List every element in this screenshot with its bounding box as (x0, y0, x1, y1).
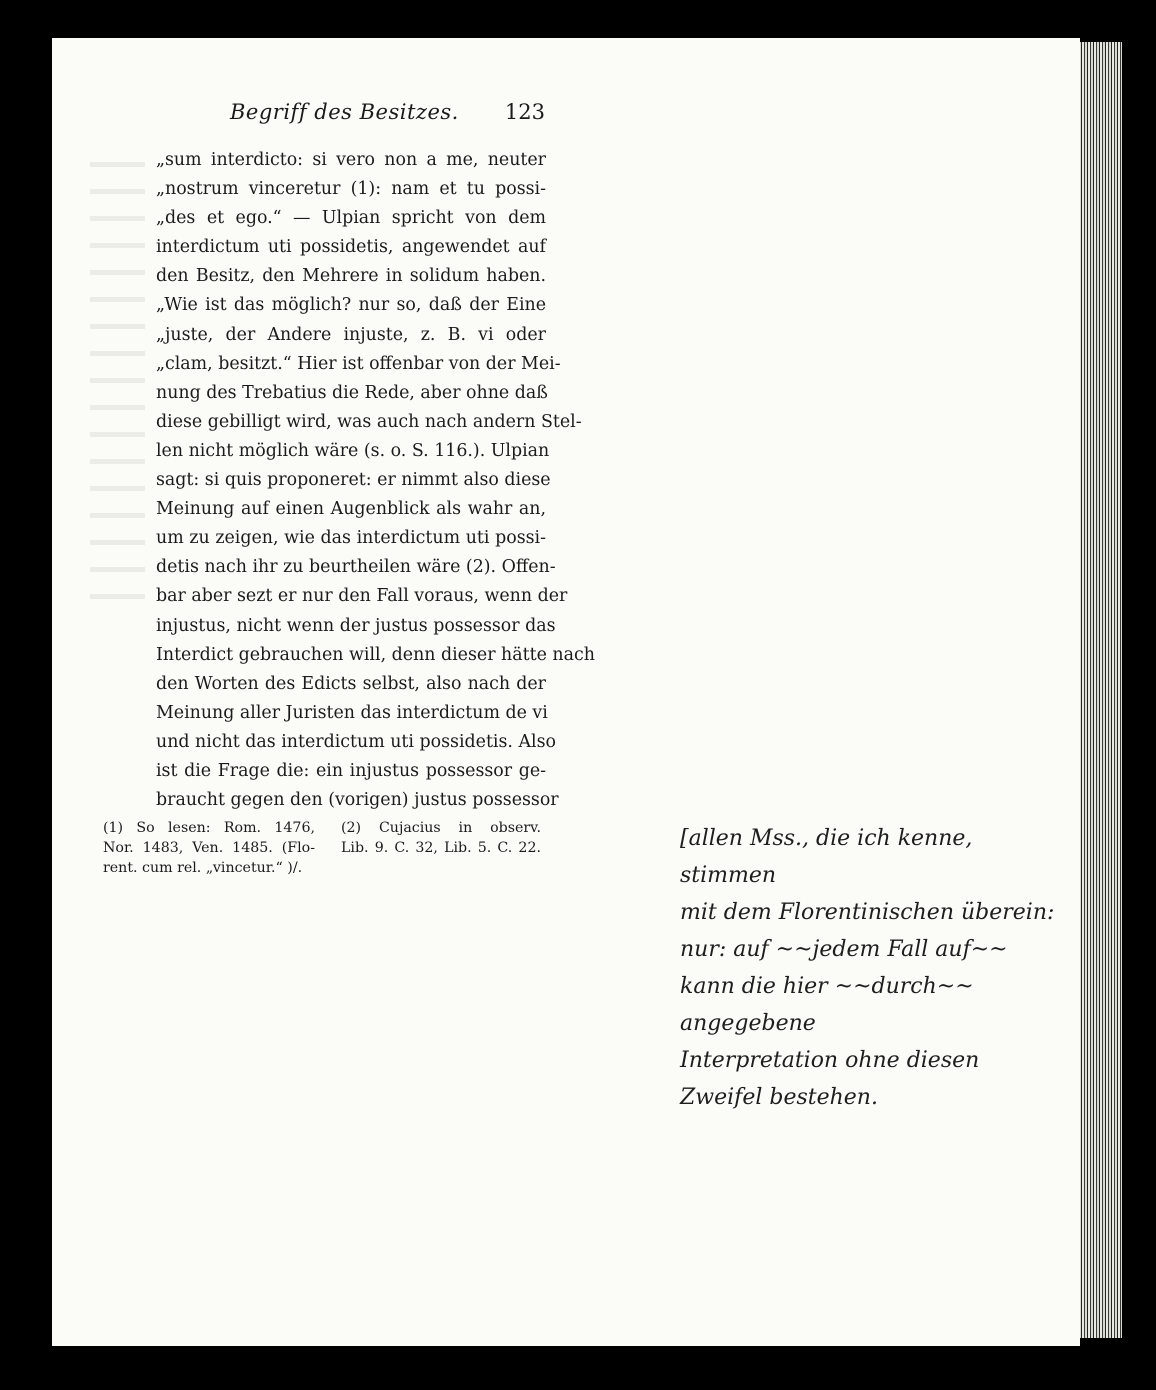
annotation-text (680, 820, 1070, 1116)
footnote-line: Lib. 9. C. 32, Lib. 5. C. 22. (341, 840, 541, 856)
running-head: Begriff des Besitzes. (230, 100, 459, 124)
annotation-line: kann die hier ~~durch~~ angegebene (680, 974, 974, 1036)
footnote-line: rent. cum rel. „vincetur.“ )/. (103, 860, 303, 876)
body-line: Interdict gebrauchen will, denn dieser hätte nach (156, 644, 595, 665)
body-line: Meinung auf einen Augenblick als wahr an, (156, 499, 546, 520)
body-line: bar aber sezt er nur den Fall voraus, wenn der (156, 586, 568, 607)
body-line: injustus, nicht wenn der justus possessor das (156, 615, 556, 636)
body-line: „des et ego.“ — Ulpian spricht von dem (156, 208, 546, 229)
body-line: „juste, der Andere injuste, z. B. vi oder (156, 324, 546, 345)
body-line: interdictum uti possidetis, angewendet auf (156, 237, 546, 258)
annotation-line: Zweifel bestehen. (680, 1085, 878, 1110)
body-line: detis nach ihr zu beurtheilen wäre (2). Offen- (156, 557, 556, 578)
footnote-line: (2) Cujacius in observ. (341, 820, 541, 836)
footnote-1 (103, 818, 315, 878)
body-text (156, 146, 595, 815)
body-line: braucht gegen den (vorigen) justus possessor (156, 790, 559, 811)
handwritten-annotation (680, 820, 1070, 1110)
page-number: 123 (504, 100, 545, 124)
body-line: „sum interdicto: si vero non a me, neuter (156, 150, 546, 170)
show-through-text (90, 140, 145, 600)
body-line: um zu zeigen, wie das interdictum uti possi- (156, 528, 546, 549)
body-line: len nicht möglich wäre (s. o. S. 116.). Ulpian (156, 440, 550, 461)
body-line: nung des Trebatius die Rede, aber ohne daß (156, 382, 548, 403)
body-line: „Wie ist das möglich? nur so, daß der Eine (156, 295, 546, 316)
annotation-line: Interpretation ohne diesen (680, 1048, 980, 1073)
footnote-line: Nor. 1483, Ven. 1485. (Flo- (103, 840, 315, 856)
body-line: den Besitz, den Mehrere in solidum haben. (156, 266, 546, 287)
body-line: Meinung aller Juristen das interdictum de vi (156, 702, 548, 723)
body-line: sagt: si quis proponeret: er nimmt also diese (156, 470, 551, 491)
body-line: „nostrum vinceretur (1): nam et tu possi- (156, 179, 546, 200)
body-line: den Worten des Edicts selbst, also nach der (156, 673, 546, 694)
annotation-line: nur: auf ~~jedem Fall auf~~ (680, 937, 1008, 962)
body-line: „clam, besitzt.“ Hier ist offenbar von der Mei- (156, 353, 561, 374)
body-line: und nicht das interdictum uti possidetis. Also (156, 731, 556, 752)
page-header (230, 100, 545, 132)
footnote-2 (341, 818, 541, 858)
footnote-line: (1) So lesen: Rom. 1476, (103, 820, 315, 836)
body-line: diese gebilligt wird, was auch nach andern Stel- (156, 411, 582, 432)
body-line: ist die Frage die: ein injustus possessor ge- (156, 760, 546, 781)
annotation-line: [allen Mss., die ich kenne, stimmen (680, 826, 973, 888)
annotation-line: mit dem Florentinischen überein: (680, 900, 1055, 925)
